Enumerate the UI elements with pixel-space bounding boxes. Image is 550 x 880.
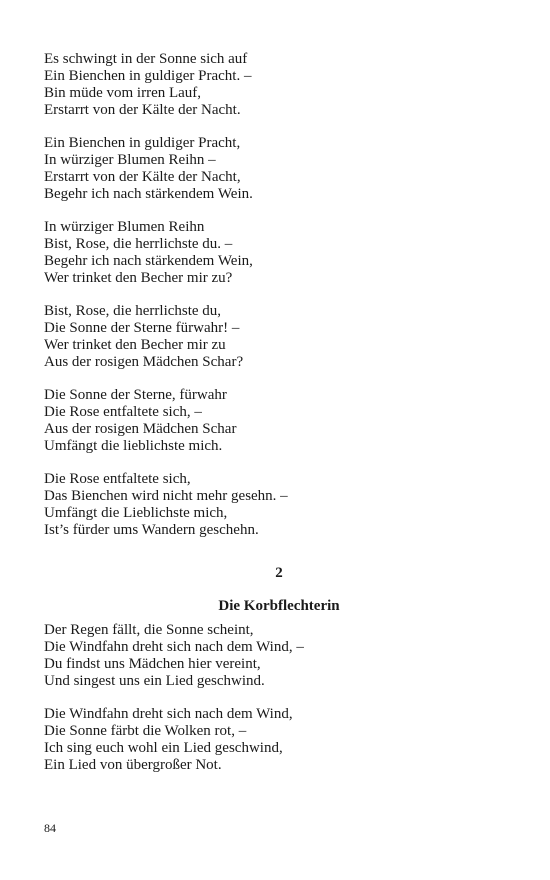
verse-line: Es schwingt in der Sonne sich auf bbox=[44, 51, 248, 67]
verse-line: Erstarrt von der Kälte der Nacht, bbox=[44, 169, 241, 185]
stanza bbox=[44, 51, 514, 119]
verse-line: Ist’s fürder ums Wandern geschehn. bbox=[44, 522, 259, 538]
verse-line: Bist, Rose, die herrlichste du. – bbox=[44, 236, 233, 252]
stanza bbox=[44, 706, 514, 774]
stanza bbox=[44, 303, 514, 371]
verse-line: Du findst uns Mädchen hier vereint, bbox=[44, 656, 261, 672]
verse-line: Ein Bienchen in guldiger Pracht, bbox=[44, 135, 241, 151]
verse-line: Bist, Rose, die herrlichste du, bbox=[44, 303, 222, 319]
verse-line: Umfängt die lieblichste mich. bbox=[44, 438, 223, 454]
verse-line: Ich sing euch wohl ein Lied geschwind, bbox=[44, 740, 283, 756]
section-title: Die Korbflechterin bbox=[218, 598, 340, 614]
verse-line: Umfängt die Lieblichste mich, bbox=[44, 505, 228, 521]
verse-line: Die Sonne der Sterne fürwahr! – bbox=[44, 320, 240, 336]
verse-line: Bin müde vom irren Lauf, bbox=[44, 85, 202, 101]
verse-line: In würziger Blumen Reihn – bbox=[44, 152, 216, 168]
verse-line: Erstarrt von der Kälte der Nacht. bbox=[44, 102, 241, 118]
verse-line: Aus der rosigen Mädchen Schar bbox=[44, 421, 237, 437]
verse-line: Die Windfahn dreht sich nach dem Wind, bbox=[44, 706, 293, 722]
verse-line: Der Regen fällt, die Sonne scheint, bbox=[44, 622, 254, 638]
verse-line: Die Sonne der Sterne, fürwahr bbox=[44, 387, 227, 403]
verse-line: Die Sonne färbt die Wolken rot, – bbox=[44, 723, 247, 739]
stanza bbox=[44, 387, 514, 455]
verse-line: Die Rose entfaltete sich, – bbox=[44, 404, 202, 420]
stanza bbox=[44, 622, 514, 690]
verse-line: Aus der rosigen Mädchen Schar? bbox=[44, 354, 244, 370]
verse-line: Begehr ich nach stärkendem Wein, bbox=[44, 253, 253, 269]
verse-line: Wer trinket den Becher mir zu bbox=[44, 337, 226, 353]
verse-line: Ein Bienchen in guldiger Pracht. – bbox=[44, 68, 252, 84]
verse-line: Und singest uns ein Lied geschwind. bbox=[44, 673, 265, 689]
stanza bbox=[44, 219, 514, 287]
verse-line: Ein Lied von übergroßer Not. bbox=[44, 757, 222, 773]
stanza bbox=[44, 471, 514, 539]
verse-line: Die Windfahn dreht sich nach dem Wind, – bbox=[44, 639, 304, 655]
verse-line: Begehr ich nach stärkendem Wein. bbox=[44, 186, 253, 202]
verse-line: In würziger Blumen Reihn bbox=[44, 219, 205, 235]
verse-line: Die Rose entfaltete sich, bbox=[44, 471, 191, 487]
page-number: 84 bbox=[44, 821, 56, 835]
verse-line: Wer trinket den Becher mir zu? bbox=[44, 270, 233, 286]
stanza bbox=[44, 135, 514, 203]
section-number: 2 bbox=[275, 565, 283, 581]
verse-line: Das Bienchen wird nicht mehr gesehn. – bbox=[44, 488, 288, 504]
